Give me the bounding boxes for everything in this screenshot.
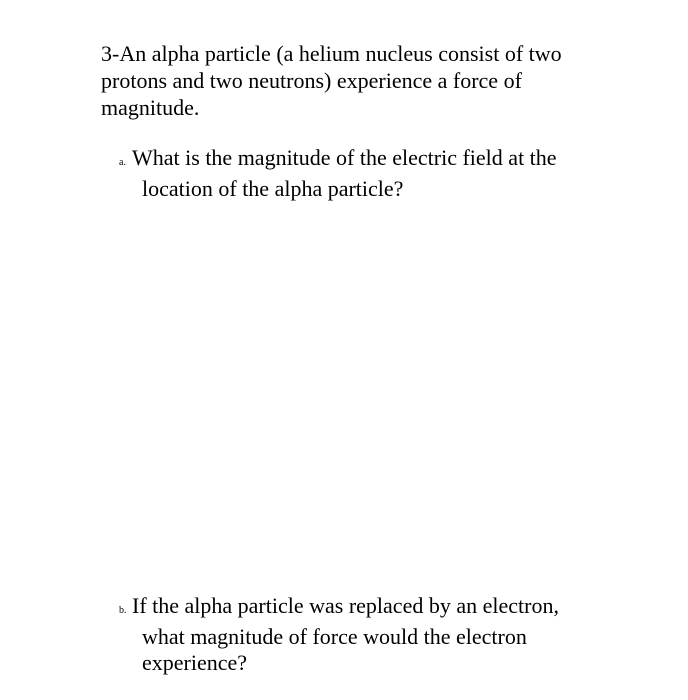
question-a-text: What is the magnitude of the electric field at the: [132, 145, 557, 170]
question-a: [119, 145, 599, 202]
question-a-marker: a.: [119, 157, 126, 168]
problem-statement-line: protons and two neutrons) experience a force of: [101, 68, 522, 93]
question-b-line: [119, 593, 599, 624]
question-a-line: [119, 145, 599, 176]
question-b-text: If the alpha particle was replaced by an electron,: [132, 593, 559, 618]
problem-statement-line: 3-An alpha particle (a helium nucleus consist of two: [101, 41, 562, 66]
problem-statement-line: magnitude.: [101, 95, 200, 120]
question-b: [119, 593, 599, 676]
question-b-line: what magnitude of force would the electron: [142, 624, 527, 649]
question-a-line: location of the alpha particle?: [142, 176, 404, 201]
question-b-marker: b.: [119, 605, 127, 616]
problem-statement: [101, 40, 601, 121]
question-b-line: experience?: [142, 650, 248, 675]
